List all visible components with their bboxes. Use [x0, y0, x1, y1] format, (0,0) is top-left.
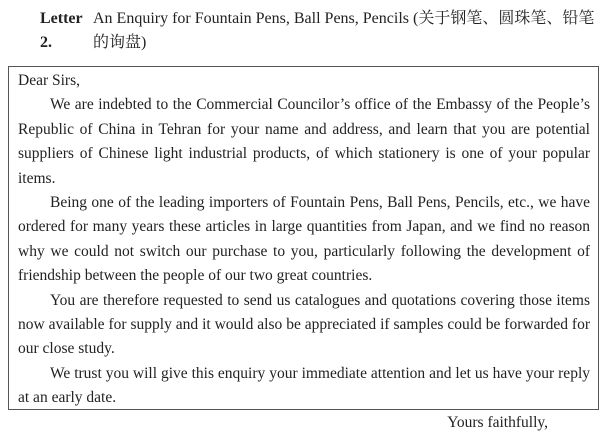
paragraph-3: You are therefore requested to send us catalogues and quotations covering those items now available for supply and it would also be appreciated if samples could be forwarded for our close study. [18, 291, 590, 358]
closing: Yours faithfully, [447, 413, 548, 431]
paragraph-2: Being one of the leading importers of Fountain Pens, Ball Pens, Pencils, etc., we have ordered for many years these articles in large quantities from Japan, and we find no reason why we could not switch our purchase to you, particularly following the development of friendship between the people of our two great countries. [18, 194, 590, 285]
letter-heading [40, 7, 608, 55]
letter-box [8, 66, 599, 431]
paragraph-1: We are indebted to the Commercial Councilor’s office of the Embassy of the People’s Republic of China in Tehran for your name and address, and learn that you are potential suppliers of Chinese light industrial products, of which stationery is one of your popular items. [18, 96, 590, 187]
letter-title: An Enquiry for Fountain Pens, Ball Pens, Pencils (关于钢笔、圆珠笔、铅笔的询盘) [93, 10, 595, 51]
salutation: Dear Sirs, [18, 72, 80, 89]
paragraph-4: We trust you will give this enquiry your immediate attention and let us have your reply at an early date. [18, 364, 590, 407]
letter-number: Letter 2. [40, 10, 83, 51]
